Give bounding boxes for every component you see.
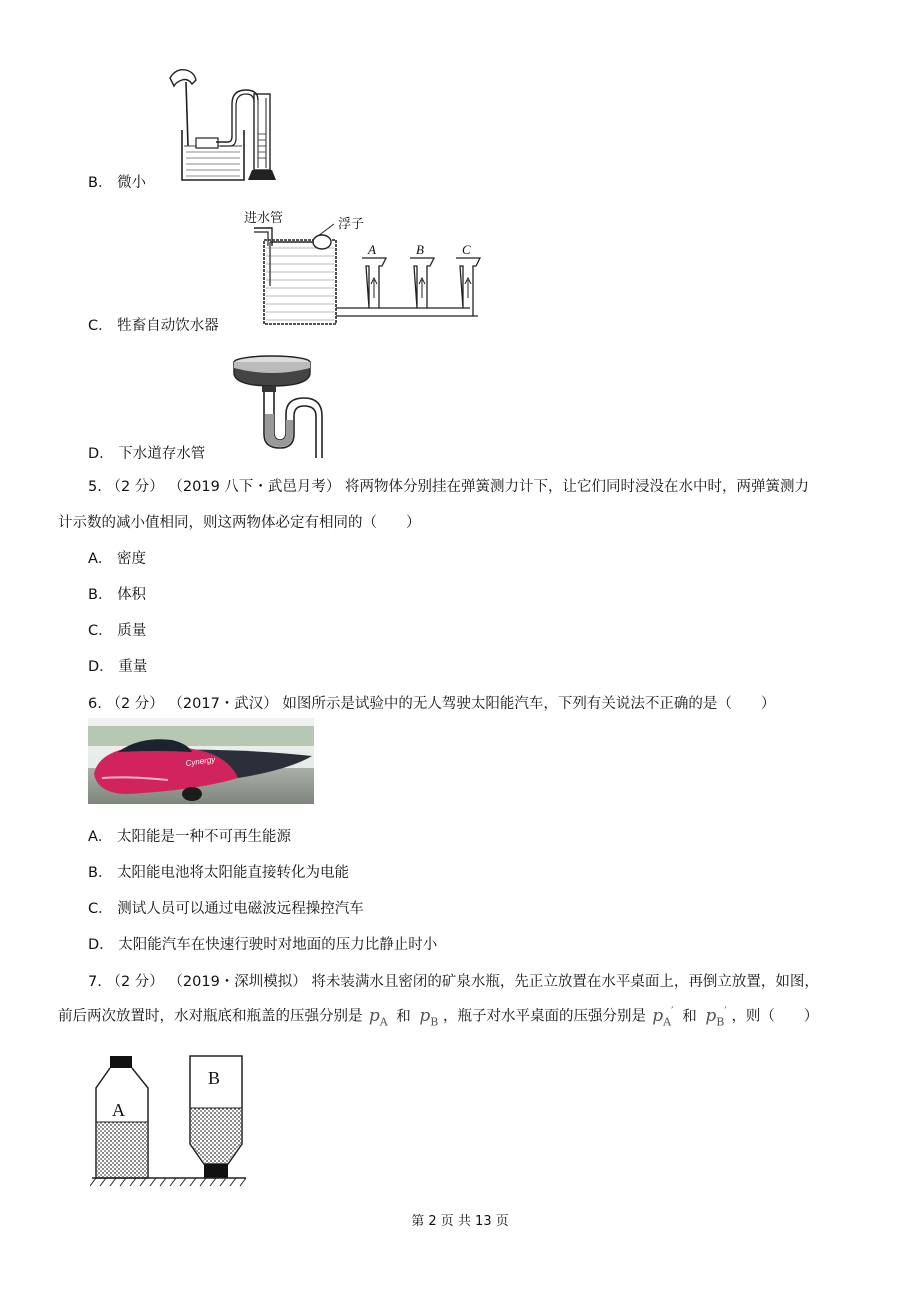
q4-option-c[interactable]	[88, 314, 219, 335]
q6-option-c[interactable]	[88, 897, 364, 918]
q5-option-d[interactable]	[88, 655, 147, 676]
q5-number: 5.	[88, 479, 102, 495]
q6-source: （2017・武汉）	[168, 696, 278, 712]
option-letter: D．	[88, 659, 114, 675]
q5-option-b[interactable]	[88, 583, 146, 604]
q5-stem-line1	[88, 475, 809, 496]
figure-solar-car	[88, 718, 314, 804]
symbol-pb-prime: $p_B'$	[705, 1004, 727, 1029]
q6-option-d[interactable]	[88, 933, 437, 954]
q5-score: （2 分）	[106, 479, 164, 495]
q7-score: （2 分）	[106, 974, 164, 990]
option-text: 微小	[117, 175, 147, 191]
page-footer: 第 2 页 共 13 页	[411, 1214, 509, 1229]
q5-option-a[interactable]	[88, 547, 146, 568]
option-letter: C．	[88, 901, 113, 917]
q4-option-b[interactable]	[88, 171, 146, 192]
q5-stem: 将两物体分别挂在弹簧测力计下，让它们同时浸没在水中时，两弹簧测力	[345, 479, 810, 495]
figure-water-bottles	[90, 1052, 250, 1192]
q5-stem-line2: 计示数的减小值相同，则这两物体必定有相同的（ ）	[58, 515, 421, 531]
q7-stem-line1	[88, 970, 819, 991]
option-letter: B．	[88, 175, 113, 191]
q4-option-d[interactable]	[88, 442, 205, 463]
q7-source: （2019・深圳模拟）	[168, 974, 307, 990]
option-letter: A．	[88, 551, 113, 567]
label-inlet-pipe: 进水管	[244, 210, 284, 225]
option-letter: B．	[88, 865, 113, 881]
label-b: B	[416, 242, 424, 257]
q5-source: （2019 八下・武邑月考）	[168, 479, 341, 495]
option-text: 牲畜自动饮水器	[117, 318, 219, 334]
car-logo: Cynergy	[185, 754, 216, 768]
label-c: C	[462, 242, 471, 257]
q7-number: 7.	[88, 974, 102, 990]
option-text: 密度	[117, 551, 147, 567]
option-text: 太阳能是一种不可再生能源	[117, 829, 292, 845]
symbol-pb: $p_B$	[419, 1005, 439, 1029]
figure-sewer-trap	[228, 354, 328, 460]
symbol-pa: $p_A$	[368, 1005, 388, 1029]
label-float: 浮子	[338, 216, 365, 231]
option-text: 重量	[118, 659, 148, 675]
option-letter: D．	[88, 446, 114, 462]
symbol-pa-prime: $p_A'$	[652, 1004, 674, 1029]
bottle-b-label: B	[208, 1068, 221, 1088]
q6-stem	[88, 692, 775, 713]
q6-option-b[interactable]	[88, 861, 349, 882]
bottle-a-label: A	[112, 1100, 125, 1120]
option-text: 体积	[117, 587, 147, 603]
q6-option-a[interactable]	[88, 825, 291, 846]
option-text: 太阳能汽车在快速行驶时对地面的压力比静止时小	[118, 937, 438, 953]
q6-number: 6.	[88, 696, 102, 712]
figure-pressure-gauge	[166, 64, 296, 188]
q6-stem-text: 如图所示是试验中的无人驾驶太阳能汽车，下列有关说法不正确的是（ ）	[282, 696, 776, 712]
option-text: 下水道存水管	[118, 446, 206, 462]
q5-option-c[interactable]	[88, 619, 146, 640]
option-letter: A．	[88, 829, 113, 845]
q6-score: （2 分）	[106, 696, 164, 712]
option-text: 太阳能电池将太阳能直接转化为电能	[117, 865, 350, 881]
option-text: 质量	[117, 623, 147, 639]
option-letter: D．	[88, 937, 114, 953]
label-a: A	[368, 242, 376, 257]
figure-livestock-water-dispenser	[240, 206, 490, 330]
option-letter: B．	[88, 587, 113, 603]
q7-stem: 将未装满水且密闭的矿泉水瓶，先正立放置在水平桌面上，再倒立放置，如图，	[311, 974, 819, 990]
option-letter: C．	[88, 318, 113, 334]
option-text: 测试人员可以通过电磁波远程操控汽车	[117, 901, 364, 917]
q7-stem-line2: 前后两次放置时，水对瓶底和瓶盖的压强分别是 $p_A$ 和 $p_B$ ，瓶子对水平桌面的压强分别是 $p_A'$ 和 $p_B'$ ，则（ ）	[58, 1004, 819, 1029]
option-letter: C．	[88, 623, 113, 639]
